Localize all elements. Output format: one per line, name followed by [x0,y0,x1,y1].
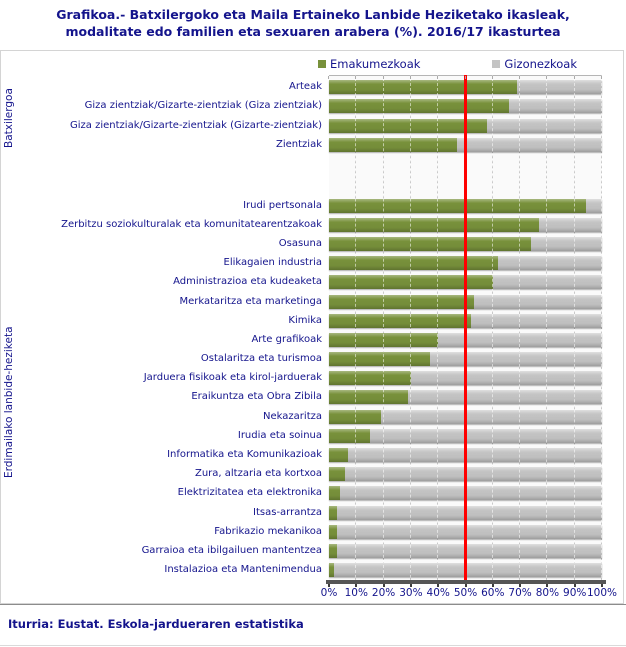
bar-row [0,311,602,330]
bar-row [0,503,602,522]
category-label: Zerbitzu soziokulturalak eta komunitatearentzakoak [61,218,322,230]
axis-tick-top [328,76,329,79]
axis-tick-label: 20% [371,587,396,599]
bar-row [0,97,602,117]
bar-row [0,116,602,136]
group-label-batxilergoa: Batxilergoa [3,88,15,148]
axis-tick-top [519,76,520,79]
axis-tick-label: 70% [508,587,532,599]
bar-segment-emakumezkoak [329,218,539,232]
bar-segment-emakumezkoak [329,80,517,94]
axis-tick-label: 90% [563,587,587,599]
axis-tick-top [383,76,384,79]
bar-row [0,350,602,369]
category-label: Administrazioa eta kudeaketa [173,276,322,288]
category-label: Itsas-arrantza [253,506,322,518]
bar-row [0,330,602,349]
bar-row [0,445,602,464]
bar-segment-emakumezkoak [329,448,348,462]
gridline-highlight [410,78,411,578]
category-label: Instalazioa eta Mantenimendua [164,564,322,576]
axis-tick-label: 50% [453,587,478,599]
bar-row [0,215,602,234]
legend-item-gizonezkoak [492,57,577,71]
axis-tick-label: 10% [344,587,368,599]
legend-swatch-green [318,60,326,68]
category-label: Merkataritza eta marketinga [179,295,322,307]
legend [318,57,577,71]
bar-row [0,541,602,560]
category-label: Nekazaritza [263,410,322,422]
category-label: Elektrizitatea eta elektronika [177,487,322,499]
axis-tick-top [355,76,356,79]
bar-segment-emakumezkoak [329,506,337,520]
gridline-highlight [519,78,520,578]
bar-row [0,196,602,215]
bar-segment-emakumezkoak [329,314,471,328]
category-label: Osasuna [278,237,322,249]
bar-row [0,465,602,484]
gridline-highlight [437,78,438,578]
axis-tick-top [410,76,411,79]
legend-item-emakumezkoak [318,57,420,71]
category-label: Irudi pertsonala [243,199,322,211]
gridline-highlight [601,78,602,578]
bar-row [0,561,602,580]
category-label: Kimika [288,314,322,326]
category-label: Zura, altzaria eta kortxoa [194,468,322,480]
category-label: Elikagaien industria [223,257,322,269]
category-label: Irudia eta soinua [237,429,322,441]
chart-title [0,6,626,40]
category-label: Giza zientziak/Gizarte-zientziak (Giza zientziak) [84,100,322,112]
category-label: Arteak [289,80,322,92]
category-label: Informatika eta Komunikazioak [167,449,322,461]
category-label: Eraikuntza eta Obra Zibila [191,391,322,403]
axis-tick-top [437,76,438,79]
bar-segment-emakumezkoak [329,467,345,481]
bar-row [0,77,602,97]
bar-segment-emakumezkoak [329,429,370,443]
category-label: Fabrikazio mekanikoa [214,525,322,537]
page-bottom-border [0,645,626,646]
axis-tick-top [601,76,602,79]
axis-tick-label: 0% [320,587,338,599]
bar-segment-emakumezkoak [329,525,337,539]
legend-swatch-gray [492,60,500,68]
category-label: Arte grafikoak [251,333,322,345]
bar-segment-emakumezkoak [329,333,438,347]
bar-row [0,254,602,273]
axis-tick-top [492,76,493,79]
bar-row [0,484,602,503]
axis-tick-label: 60% [481,587,505,599]
bar-segment-emakumezkoak [329,237,531,251]
category-label: Jarduera fisikoak eta kirol-jarduerak [143,372,322,384]
axis-tick-top [574,76,575,79]
bar-segment-emakumezkoak [329,486,340,500]
bar-row [0,273,602,292]
bar-segment-emakumezkoak [329,371,411,385]
bar-row [0,426,602,445]
gridline-highlight [355,78,356,578]
axis-tick-label: 80% [535,587,560,599]
chart-title-line2: modalitate edo familien eta sexuaren arabera (%). 2016/17 ikasturtea [65,24,561,39]
axis-tick-top [465,76,466,79]
category-label: Zientziak [276,139,322,151]
bar-row [0,407,602,426]
bar-group-batxilergoa [0,77,602,155]
axis-tick-label: 100% [586,587,618,599]
bar-segment-emakumezkoak [329,352,430,366]
bar-segment-emakumezkoak [329,275,493,289]
axis-tick-top [546,76,547,79]
axis-tick-label: 40% [426,587,450,599]
bar-segment-emakumezkoak [329,295,474,309]
footer-separator [0,604,626,605]
gridline-highlight [383,78,384,578]
gridline-highlight [492,78,493,578]
gridline-highlight [574,78,575,578]
source-note: Iturria: Eustat. Eskola-jardueraren estatistika [8,617,304,631]
bar-row [0,136,602,156]
group-label-erdimailako-lanbide-heziketa: Erdimailako lanbide-heziketa [3,326,15,478]
bar-row [0,369,602,388]
reference-line-50pct [464,75,467,584]
bar-row [0,522,602,541]
category-label: Garraioa eta ibilgailuen mantentzea [141,544,322,556]
bar-row [0,388,602,407]
gridline-highlight [546,78,547,578]
bar-row [0,234,602,253]
bar-segment-emakumezkoak [329,390,408,404]
category-label: Ostalaritza eta turismoa [200,353,322,365]
chart-title-line1: Grafikoa.- Batxilergoko eta Maila Ertaineko Lanbide Heziketako ikasleak, [56,7,570,22]
legend-label: Gizonezkoak [504,57,577,71]
bar-group-erdimailako [0,196,602,580]
category-label: Giza zientziak/Gizarte-zientziak (Gizarte-zientziak) [70,119,322,131]
bar-row [0,292,602,311]
bar-segment-emakumezkoak [329,563,334,577]
axis-tick-label: 30% [399,587,423,599]
legend-label: Emakumezkoak [330,57,421,71]
bar-segment-emakumezkoak [329,544,337,558]
